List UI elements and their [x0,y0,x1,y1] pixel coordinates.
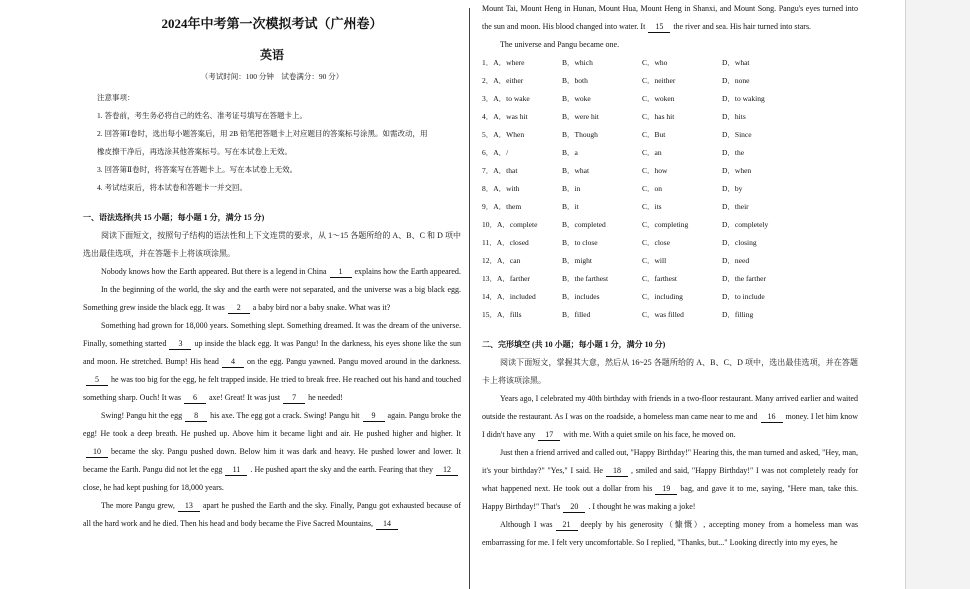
blank-19: 19 [655,484,677,495]
option-choice: B．both [562,76,588,85]
option-choice: B．to close [562,238,598,247]
section1-heading: 一、语法选择(共 15 小题；每小题 1 分，满分 15 分) [83,213,265,222]
option-choice: C．has hit [642,112,675,121]
blank-1: 1 [330,267,352,278]
option-choice: 13．A．farther [482,274,530,283]
exam-title: 2024年中考第一次模拟考试（广州卷） [161,16,383,31]
option-row [482,288,858,306]
option-choice: C．farthest [642,274,677,283]
option-choice: B．a [562,148,578,157]
note-3: 3. 回答第Ⅱ卷时，将答案写在答题卡上。写在本试卷上无效。 [97,165,298,174]
option-choice: D．what [722,58,750,67]
option-choice: 11．A．closed [482,238,529,247]
option-choice: D．Since [722,130,752,139]
option-choice: 7．A．that [482,166,518,175]
blank-12: 12 [436,465,458,476]
option-row [482,306,858,324]
passage-para-2: In the beginning of the world, the sky and the earth were not separated, and the universe was a big black egg. Something grew inside the black egg. It was 2 a baby bird nor a baby snake. What was it? [83,285,461,312]
option-choice: C．an [642,148,662,157]
option-row [482,54,858,72]
option-row [482,108,858,126]
blank-18: 18 [606,466,628,477]
option-choice: B．which [562,58,593,67]
option-choice: C．who [642,58,668,67]
option-choice: 15．A．fills [482,310,522,319]
cloze-para-1: Years ago, I celebrated my 40th birthday with friends in a two-floor restaurant. Many arrived earlier and waited outside the restaurant. As I was on the roadside, a homeless man came near to me and 16 money. I let him know I didn't have any 17 with me. With a quiet smile on his face, he moved on. [482,394,858,439]
blank-8: 8 [185,411,207,422]
option-choice: B．filled [562,310,591,319]
blank-14: 14 [376,519,398,530]
option-row [482,162,858,180]
passage-para-6: Mount Tai, Mount Heng in Hunan, Mount Hua, Mount Heng in Shanxi, and Mount Song. Pangu's eyes turned into the sun and moon. His blood changed into water. It 15 the river and sea. His hair turned into stars. [482,4,858,31]
cloze-para-2: Just then a friend arrived and called out, "Happy Birthday!" Hearing this, the man turned and asked, "Hey, man, it's your birthday?" "Yes," I said. He 18 , smiled and said, "Happy Birthday!" I was not completely ready for what happened next. He took out a dollar from his 19 bag, and gave it to me, saying, "Here man, take this. Happy Birthday!" That's 20 . I thought he was making a joke! [482,448,858,511]
option-choice: 9．A．them [482,202,522,211]
notes-heading: 注意事项： [97,93,135,102]
option-choice: D．hits [722,112,746,121]
option-choice: D．need [722,256,750,265]
blank-16: 16 [761,412,783,423]
option-choice: 3．A．to wake [482,94,530,103]
option-choice: 2．A．either [482,76,524,85]
option-choice: C．will [642,256,667,265]
passage-para-7: The universe and Pangu became one. [500,40,620,49]
blank-2: 2 [228,303,250,314]
section2-instruction: 阅读下面短文，掌握其大意，然后从 16~25 各题所给的 A、B、C、D 项中，选出最佳选项，并在答题卡上将该项涂黑。 [482,358,858,385]
option-choice: D．closing [722,238,757,247]
option-choice: 5．A．When [482,130,525,139]
note-2b: 橡皮擦干净后，再选涂其他答案标号。写在本试卷上无效。 [97,147,292,156]
option-choice: B．Though [562,130,598,139]
blank-9: 9 [363,411,385,422]
passage-para-4: Swing! Pangu hit the egg 8 his axe. The egg got a crack. Swing! Pangu hit 9 again. Pangu broke the egg! He took a deep breath. He pushed up. Above him it became light and air. He pushed higher and higher. It10 became the sky. Pangu pushed down. Below him it was dark and heavy. He pushed lower and lower. It became the Earth. Pangu did not let the egg 11 . He pushed apart the sky and the earth. Fearing that they 12close, he had kept pushing for 18,000 years. [83,411,462,492]
option-row [482,72,858,90]
option-choice: D．the farther [722,274,766,283]
option-choice: B．it [562,202,579,211]
option-choice: C．was filled [642,310,684,319]
right-column [482,0,858,552]
option-choice: C．its [642,202,662,211]
option-choice: D．to include [722,292,765,301]
option-row [482,144,858,162]
viewer-gutter [905,0,970,589]
column-divider [469,8,470,589]
option-choice: B．might [562,256,593,265]
option-row [482,198,858,216]
blank-11: 11 [225,465,247,476]
option-choice: C．including [642,292,683,301]
option-choice: C．But [642,130,666,139]
note-1: 1. 答卷前，考生务必将自己的姓名、准考证号填写在答题卡上。 [97,111,307,120]
note-4: 4. 考试结束后，将本试卷和答题卡一并交回。 [97,183,247,192]
option-row [482,126,858,144]
note-2a: 2. 回答第Ⅰ卷时，选出每小题答案后，用 2B 铅笔把答题卡上对应题目的答案标号涂黑。如需改动，用 [97,129,428,138]
option-choice: B．in [562,184,581,193]
option-choice: B．completed [562,220,606,229]
option-choice: D．to waking [722,94,765,103]
option-choice: B．what [562,166,590,175]
blank-21: 21 [556,520,578,531]
blank-5: 5 [86,375,108,386]
option-choice: 8．A．with [482,184,520,193]
option-choice: B．the farthest [562,274,609,283]
section1-instruction: 阅读下面短文，按照句子结构的语法性和上下文连贯的要求，从 1～15 各题所给的 A、B、C 和 D 项中选出最佳选项，并在答题卡上将该项涂黑。 [83,231,461,258]
option-choice: C．neither [642,76,676,85]
option-choice: C．close [642,238,670,247]
option-choice: B．includes [562,292,600,301]
option-choice: 4．A．was hit [482,112,528,121]
option-choice: D．their [722,202,749,211]
option-row [482,270,858,288]
passage-para-3: Something had grown for 18,000 years. Something slept. Something dreamed. It was the dream of the universe. Finally, something started 3 up inside the black egg. It was Pangu! In the darkness, his eyes shone like the sun and moon. He stretched. Bump! His head 4 on the egg. Pangu yawned. Pangu moved around in the darkness.5 he was too big for the egg, he felt trapped inside. He tried to break free. He reached out his hand and touched something sharp. Ouch! It was 6 axe! Great! It was just 7 he needed! [83,321,461,402]
passage-para-1: Nobody knows how the Earth appeared. But there is a legend in China 1 explains how the Earth appeared. [101,267,461,276]
option-row [482,234,858,252]
option-row [482,252,858,270]
option-choice: D．completely [722,220,769,229]
option-choice: D．when [722,166,752,175]
option-choice: 6．A．/ [482,148,509,157]
blank-13: 13 [178,501,200,512]
subject-title: 英语 [259,48,284,62]
blank-7: 7 [283,393,305,404]
blank-20: 20 [563,502,585,513]
passage-para-5: The more Pangu grew, 13 apart he pushed the Earth and the sky. Finally, Pangu got exhausted because of all the hard work and he died. Then his head and body became the Five Sacred Mountains, 14 [83,501,461,528]
blank-6: 6 [184,393,206,404]
option-choice: 10．A．complete [482,220,538,229]
option-row [482,90,858,108]
option-choice: 14．A．included [482,292,536,301]
option-choice: C．how [642,166,668,175]
blank-4: 4 [222,357,244,368]
blank-15: 15 [648,22,670,33]
option-choice: D．the [722,148,745,157]
option-row [482,216,858,234]
option-row [482,180,858,198]
left-column [83,0,461,533]
blank-17: 17 [538,430,560,441]
option-choice: D．by [722,184,743,193]
exam-meta: （考试时间：100 分钟 试卷满分：90 分） [200,72,344,81]
option-choice: C．woken [642,94,675,103]
cloze-para-3: Although I was 21 deeply by his generosity（慷慨）, accepting money from a homeless man was embarrassing for me. I felt very uncomfortable. So I replied, "Thanks, but..." Looking directly into my eyes, he [482,520,859,547]
options-list [482,54,858,324]
option-choice: C．on [642,184,663,193]
option-choice: 12．A．can [482,256,521,265]
option-choice: B．woke [562,94,591,103]
option-choice: C．completing [642,220,689,229]
option-choice: 1．A．where [482,58,525,67]
option-choice: B．were hit [562,112,599,121]
section2-heading: 二、完形填空 (共 10 小题；每小题 1 分，满分 10 分) [482,340,666,349]
blank-10: 10 [86,447,108,458]
option-choice: D．none [722,76,750,85]
blank-3: 3 [169,339,191,350]
option-choice: D．filling [722,310,754,319]
